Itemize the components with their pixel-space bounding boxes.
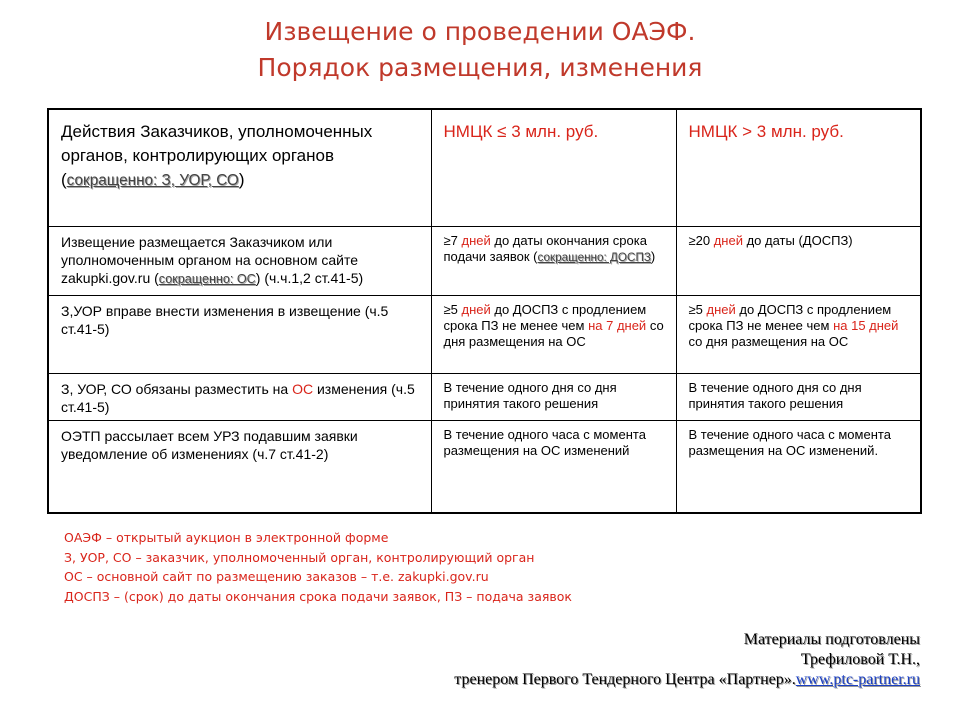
credits-line-1: Материалы подготовлены [743, 631, 920, 648]
abbreviation-note: сокращенно: З, УОР, СО [66, 172, 239, 189]
table-cell: З,УОР вправе внести изменения в извещение (ч.5 ст.41-5) [48, 296, 431, 374]
title-line-2: Порядок размещения, изменения [257, 53, 703, 82]
abbreviations-legend [64, 528, 572, 606]
table-cell: ≥5 дней до ДОСПЗ с продлением срока ПЗ не менее чем на 15 дней со дня размещения на ОС [676, 296, 921, 374]
title-line-1: Извещение о проведении ОАЭФ. [264, 17, 696, 46]
credits-line-2: Трефиловой Т.Н., [800, 651, 920, 668]
table-row [48, 374, 921, 421]
table-row [48, 296, 921, 374]
legend-line: З, УОР, СО – заказчик, уполномоченный орган, контролирующий орган [64, 549, 535, 565]
table-cell: В течение одного дня со дня принятия такого решения [431, 374, 676, 421]
table-cell: З, УОР, СО обязаны разместить на ОС изменения (ч.5 ст.41-5) [48, 374, 431, 421]
legend-line: ОС – основной сайт по размещению заказов – т.е. zakupki.gov.ru [64, 569, 489, 584]
abbreviation-note: сокращенно: ОС [158, 272, 256, 286]
table-cell: В течение одного дня со дня принятия такого решения [676, 374, 921, 421]
procedure-table [47, 108, 922, 514]
header-cell-actions: Действия Заказчиков, уполномоченных органов, контролирующих органов (сокращенно: З, УОР, СО) [48, 109, 431, 227]
table-cell: ≥5 дней до ДОСПЗ с продлением срока ПЗ не менее чем на 7 дней со дня размещения на ОС [431, 296, 676, 374]
table-cell: Извещение размещается Заказчиком или уполномоченным органом на основном сайте zakupki.gov.ru (сокращенно: ОС) (ч.ч.1,2 ст.41-5) [48, 227, 431, 296]
header-cell-nmck-gt-3: НМЦК > 3 млн. руб. [676, 109, 921, 227]
table-cell: В течение одного часа с момента размещения на ОС изменений [431, 421, 676, 514]
legend-line: ОАЭФ – открытый аукцион в электронной форме [64, 530, 389, 545]
table-cell: В течение одного часа с момента размещения на ОС изменений. [676, 421, 921, 514]
table-row [48, 421, 921, 514]
page-title [0, 14, 960, 86]
credits-block [454, 630, 920, 690]
table-cell: ОЭТП рассылает всем УРЗ подавшим заявки уведомление об изменениях (ч.7 ст.41-2) [48, 421, 431, 514]
partner-website-link[interactable]: www.ptc-partner.ru [795, 671, 920, 688]
legend-line: ДОСПЗ – (срок) до даты окончания срока подачи заявок, ПЗ – подача заявок [64, 588, 572, 604]
table-cell: ≥7 дней до даты окончания срока подачи заявок (сокращенно: ДОСПЗ) [431, 227, 676, 296]
table-row [48, 227, 921, 296]
abbreviation-note: сокращенно: ДОСПЗ [537, 251, 651, 264]
table-cell: ≥20 дней до даты (ДОСПЗ) [676, 227, 921, 296]
table-header-row [48, 109, 921, 227]
header-cell-nmck-le-3: НМЦК ≤ 3 млн. руб. [431, 109, 676, 227]
credits-line-3: тренером Первого Тендерного Центра «Партнер».www.ptc-partner.ru [454, 671, 920, 688]
